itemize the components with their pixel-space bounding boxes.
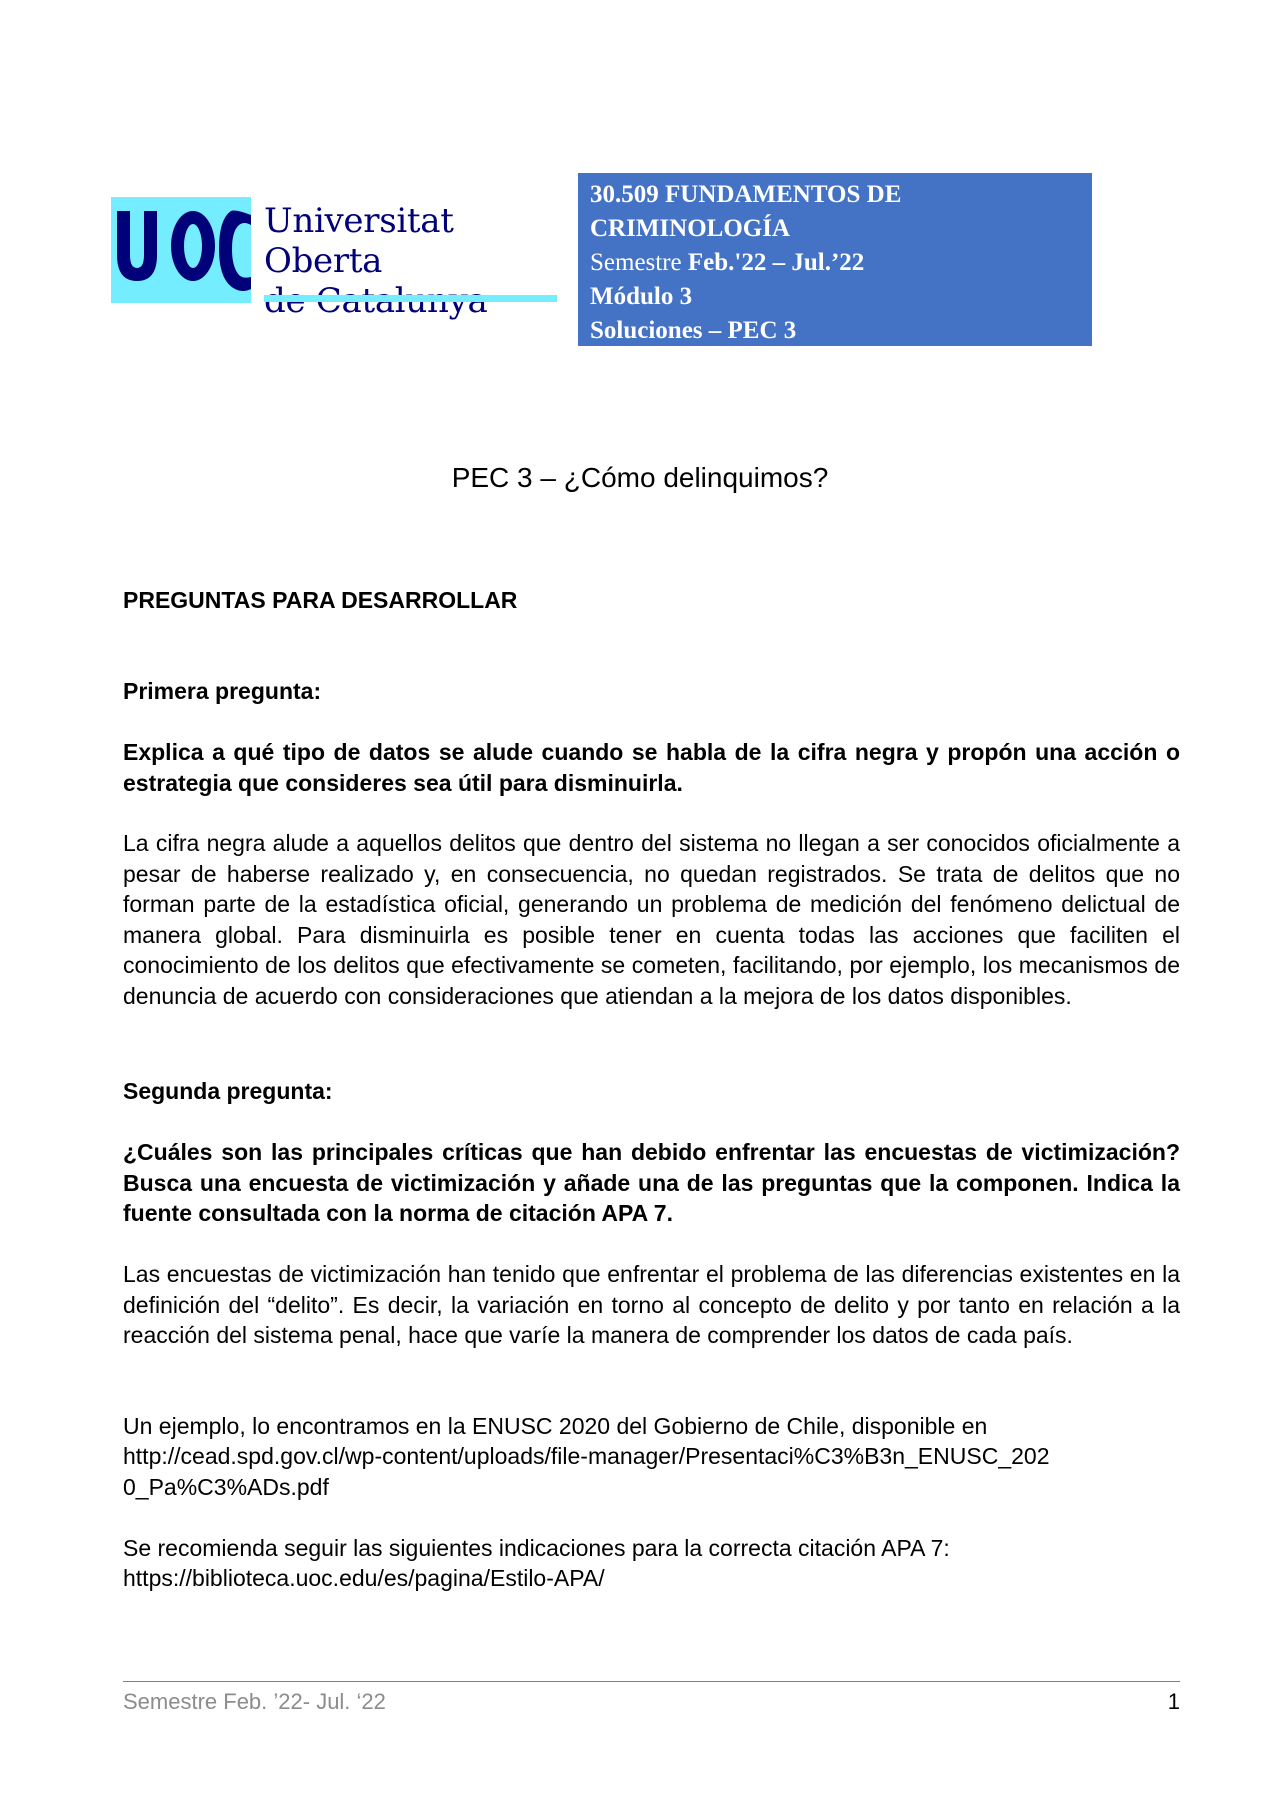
footer-divider xyxy=(123,1681,1180,1682)
course-solutions: Soluciones – PEC 3 xyxy=(590,317,797,344)
uoc-logo xyxy=(111,197,557,304)
course-code: 30.509 FUNDAMENTOS DE xyxy=(590,181,902,208)
uoc-logo-line1: Universitat Oberta xyxy=(264,201,454,281)
semester-value: Feb.'22 – Jul.’22 xyxy=(687,249,865,276)
question-1-answer: La cifra negra alude a aquellos delitos que dentro del sistema no llegan a ser conocidos oficialmente a pesar de haberse realizado y, en consecuencia, no quedan registrados. Se trata de delitos que no forman parte de la estadística oficial, generando un problema de medición del fenómeno delictual de manera global. Para disminuirla es posible tener en cuenta todas las acciones que faciliten el conocimiento de los delitos que efectivamente se cometen, facilitando, por ejemplo, los mecanismos de denuncia de acuerdo con consideraciones que atiendan a la mejora de los datos disponibles. xyxy=(123,830,1180,1009)
apa-url[interactable]: https://biblioteca.uoc.edu/es/pagina/Estilo-APA/ xyxy=(123,1565,605,1591)
uoc-mark-graphic xyxy=(111,197,251,303)
section-heading: PREGUNTAS PARA DESARROLLAR xyxy=(123,587,518,613)
question-1-label: Primera pregunta: xyxy=(123,678,322,704)
uoc-logo-text xyxy=(264,201,557,321)
course-semester xyxy=(590,246,1092,280)
course-info-box xyxy=(578,173,1092,346)
question-2-label: Segunda pregunta: xyxy=(123,1078,333,1104)
course-module: Módulo 3 xyxy=(590,283,693,310)
question-2-answer: Las encuestas de victimización han tenido que enfrentar el problema de las diferencias existentes en la definición del “delito”. Es decir, la variación en torno al concepto de delito y por tanto en relación a la reacción del sistema penal, hace que varíe la manera de comprender los datos de cada país. xyxy=(123,1261,1180,1348)
footer-semester: Semestre Feb. ’22- Jul. ‘22 xyxy=(123,1689,386,1714)
question-1-text: Explica a qué tipo de datos se alude cuando se habla de la cifra negra y propón una acción o estrategia que consideres sea útil para disminuirla. xyxy=(123,739,1180,796)
page-number: 1 xyxy=(1167,1689,1180,1714)
example-intro: Un ejemplo, lo encontramos en la ENUSC 2020 del Gobierno de Chile, disponible en xyxy=(123,1413,988,1439)
course-name: CRIMINOLOGÍA xyxy=(590,215,791,242)
question-2-text: ¿Cuáles son las principales críticas que han debido enfrentar las encuestas de victimización? Busca una encuesta de victimización y añade una de las preguntas que la componen. Indica la fuente consultada con la norma de citación APA 7. xyxy=(123,1139,1180,1226)
apa-intro: Se recomienda seguir las siguientes indicaciones para la correcta citación APA 7: xyxy=(123,1535,950,1561)
uoc-logo-underline xyxy=(264,295,557,302)
example-url-line1[interactable]: http://cead.spd.gov.cl/wp-content/uploads/file-manager/Presentaci%C3%B3n_ENUSC_202 xyxy=(123,1443,1050,1469)
document-title: PEC 3 – ¿Cómo delinquimos? xyxy=(451,462,829,493)
uoc-logo-mark xyxy=(111,197,251,303)
semester-prefix: Semestre xyxy=(590,249,688,276)
example-url-line2[interactable]: 0_Pa%C3%ADs.pdf xyxy=(123,1474,329,1500)
